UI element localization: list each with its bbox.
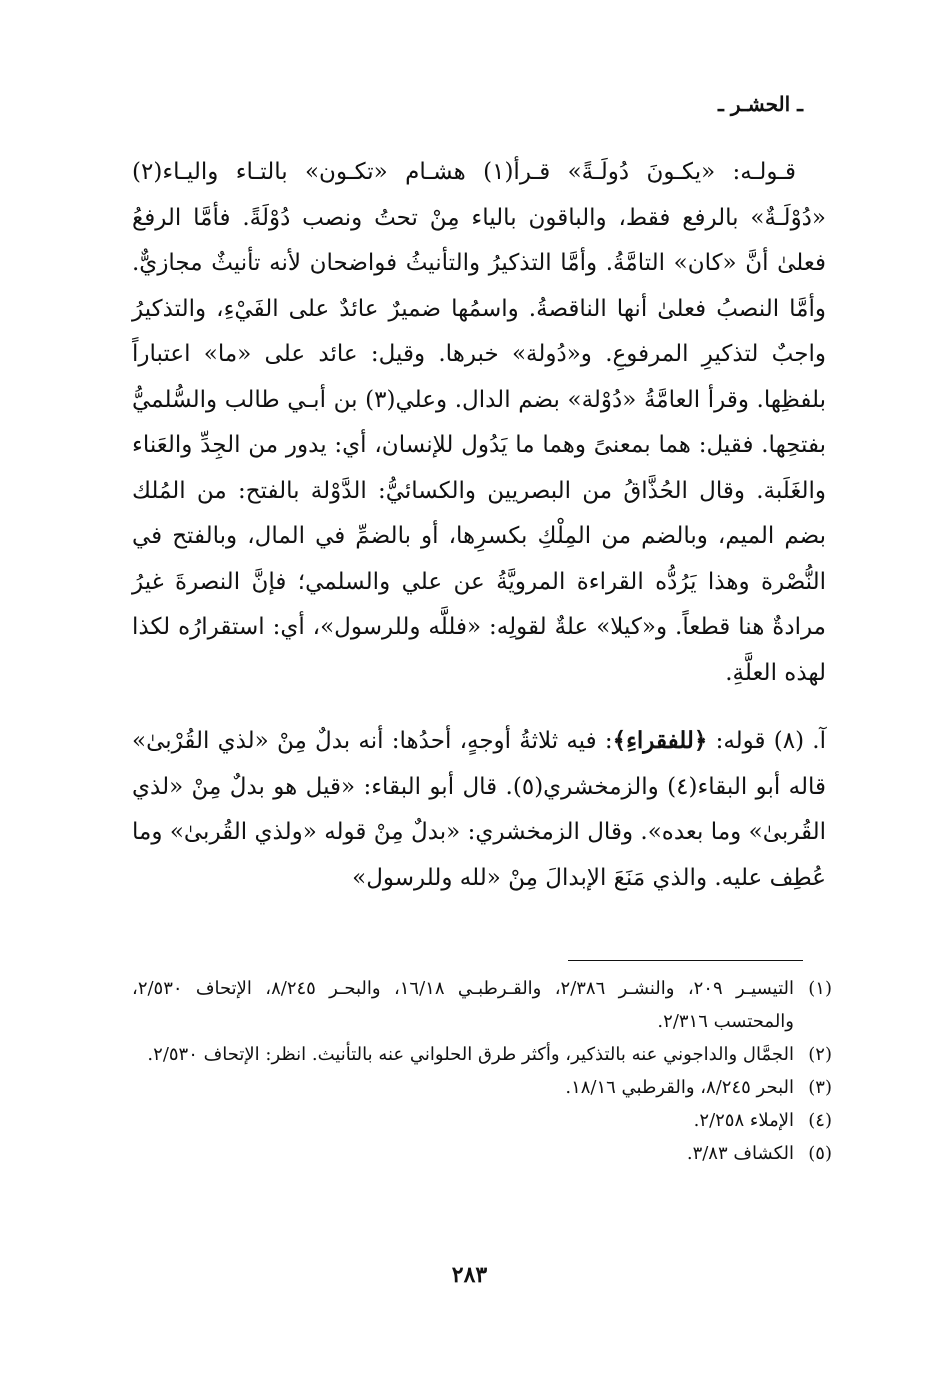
footnote-text: الجمَّال والداجوني عنه بالتذكير، وأكثر طرق الحلواني عنه بالتأنيث. انظر: الإتحاف ٢/٥٣٠. [147,1044,794,1065]
footnote-1 [132,972,832,1038]
footnote-divider [568,960,803,961]
footnote-2 [132,1038,832,1071]
footnotes-section [132,972,832,1170]
footnote-5 [132,1137,832,1170]
footnote-text: البحر ٨/٢٤٥، والقرطبي ١٨/١٦. [565,1077,794,1098]
footnote-number: (٣) [808,1077,832,1098]
footnote-text: الكشاف ٣/٨٣. [686,1143,794,1164]
quoted-word: ﴿للفقراءِ﴾ [612,727,708,754]
footnote-3 [132,1071,832,1104]
footnote-text: الإملاء ٢/٢٥٨. [693,1110,794,1131]
page-number: ٢٨٣ [451,1262,488,1288]
footnote-number: (١) [808,978,832,999]
paragraph-1 [132,150,826,696]
paragraph-2-text: : فيه ثلاثةُ أوجهٍ، أحدُها: أنه بدلٌ مِنْ «لذي القُرْبىٰ» قاله أبو البقاء(٤) والزمخشري(٥). قال أبو البقاء: «قيل هو بدلٌ مِنْ «لذي القُربىٰ» وما بعده». وقال الزمخشري: «بدلٌ مِنْ قوله «ولذي القُربىٰ» وما عُطِف عليه. والذي مَنَعَ الإبدالَ مِنْ «لله وللرسول» [132,728,827,891]
footnote-number: (٢) [808,1044,832,1065]
footnote-number: (٥) [808,1143,832,1164]
footnote-4 [132,1104,832,1137]
running-header: ـ الحشـر ـ [718,92,803,116]
footnote-number: (٤) [808,1110,832,1131]
verse-reference: آ. (٨) قوله: [707,728,826,754]
paragraph-1-text: قـولـه: «يكـونَ دُولَـةً» قـرأ(١) هشـام «تكـون» بالتـاء واليـاء(٢) «دُوْلَـةٌ» بالرفع فقط، والباقون بالياء مِنْ تحتُ ونصب دُوْلَةً. فأمَّا الرفعُ فعلىٰ أنَّ «كان» التامَّةُ. وأمَّا التذكيرُ والتأنيثُ فواضحان لأنه تأنيثٌ مجازيٌّ. وأمَّا النصبُ فعلىٰ أنها الناقصةُ. واسمُها ضميرٌ عائدٌ على الفَيْءِ، والتذكيرُ واجبٌ لتذكيرِ المرفوعِ. و«دُولة» خبرها. وقيل: عائد على «ما» اعتباراً بلفظِها. وقرأ العامَّةُ «دُوْلة» بضم الدال. وعلي(٣) بن أبـي طالب والسُّلميُّ بفتحِها. فقيل: هما بمعنىً وهما ما يَدُول للإنسان، أي: يدور من الجِدِّ والعَناء والغَلَبة. وقال الحُذَّاقُ من البصريين والكسائيُّ: الدَّوْلة بالفتح: من المُلك بضم الميم، وبالضم من المِلْكِ بكسرِها، أو بالضمِّ في المال، وبالفتح في النُّصْرة وهذا يَرُدُّه القراءة المرويَّةُ عن علي والسلمي؛ فإنَّ النصرةَ غيرُ مرادةٌ هنا قطعاً. و«كيلا» علةٌ لقولِه: «فللَّه وللرسول»، أي: استقرارُه لكذا لهذه العلَّةِ. [132,159,826,686]
paragraph-2 [132,718,826,901]
footnote-text: التيسيـر ٢٠٩، والنشـر ٢/٣٨٦، والقـرطبـي ١٦/١٨، والبحـر ٨/٢٤٥، الإتحاف ٢/٥٣٠، والمحتسب ٢/٣١٦. [132,978,795,1032]
main-text [132,150,826,901]
